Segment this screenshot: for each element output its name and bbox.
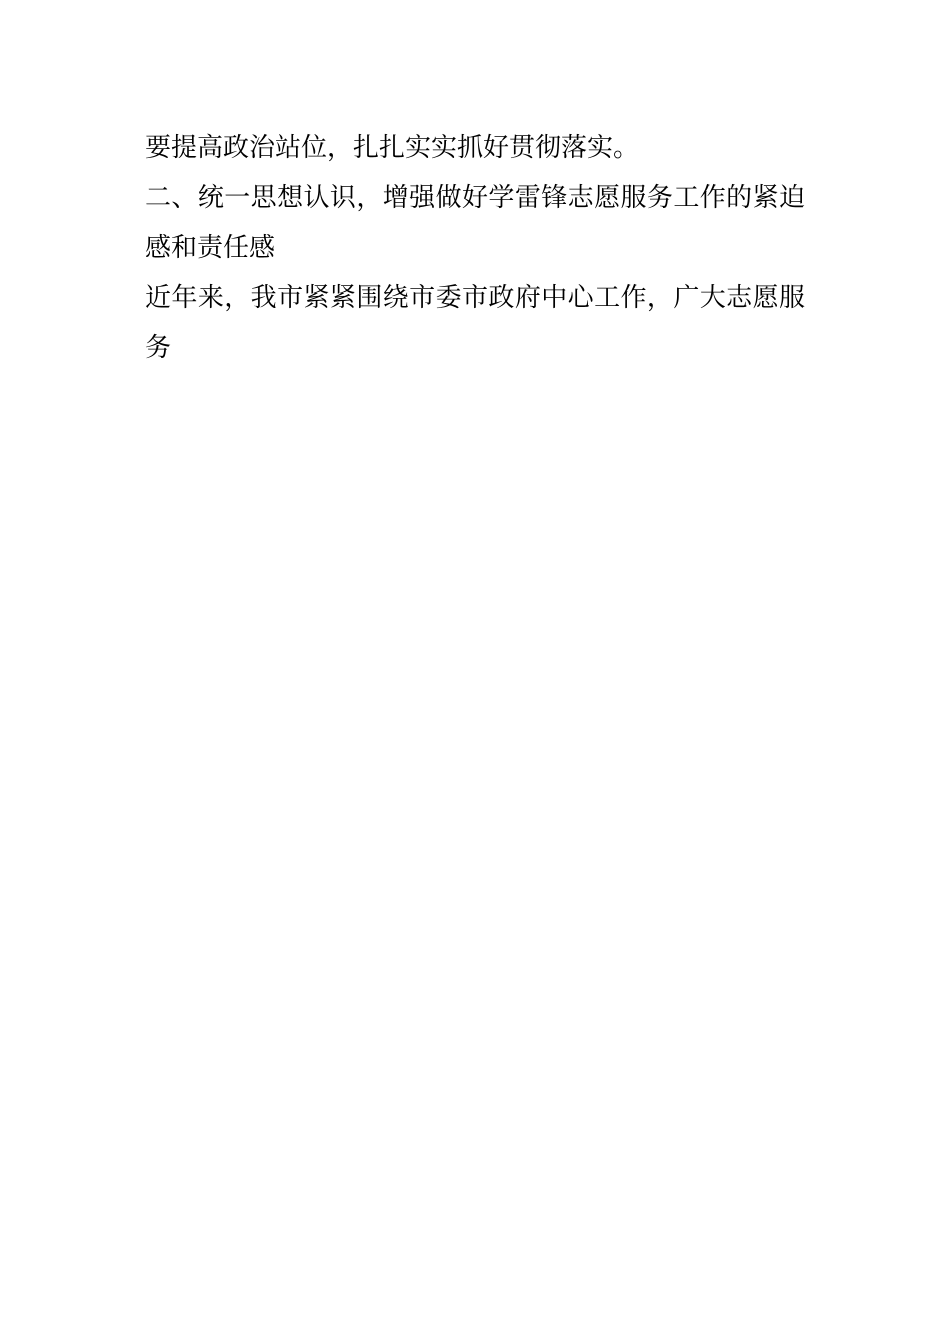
- document-text-block: [145, 123, 805, 373]
- text-line-1: 要提高政治站位，扎扎实实抓好贯彻落实。: [145, 133, 640, 162]
- text-line-4: 近年来，我市紧紧围绕市委市政府中心工作，广大志愿服: [145, 283, 805, 312]
- text-line-5: 务: [145, 333, 172, 362]
- text-line-3-heading-continued: 感和责任感: [145, 233, 276, 262]
- text-line-2-heading: 二、统一思想认识，增强做好学雷锋志愿服务工作的紧迫: [145, 183, 805, 212]
